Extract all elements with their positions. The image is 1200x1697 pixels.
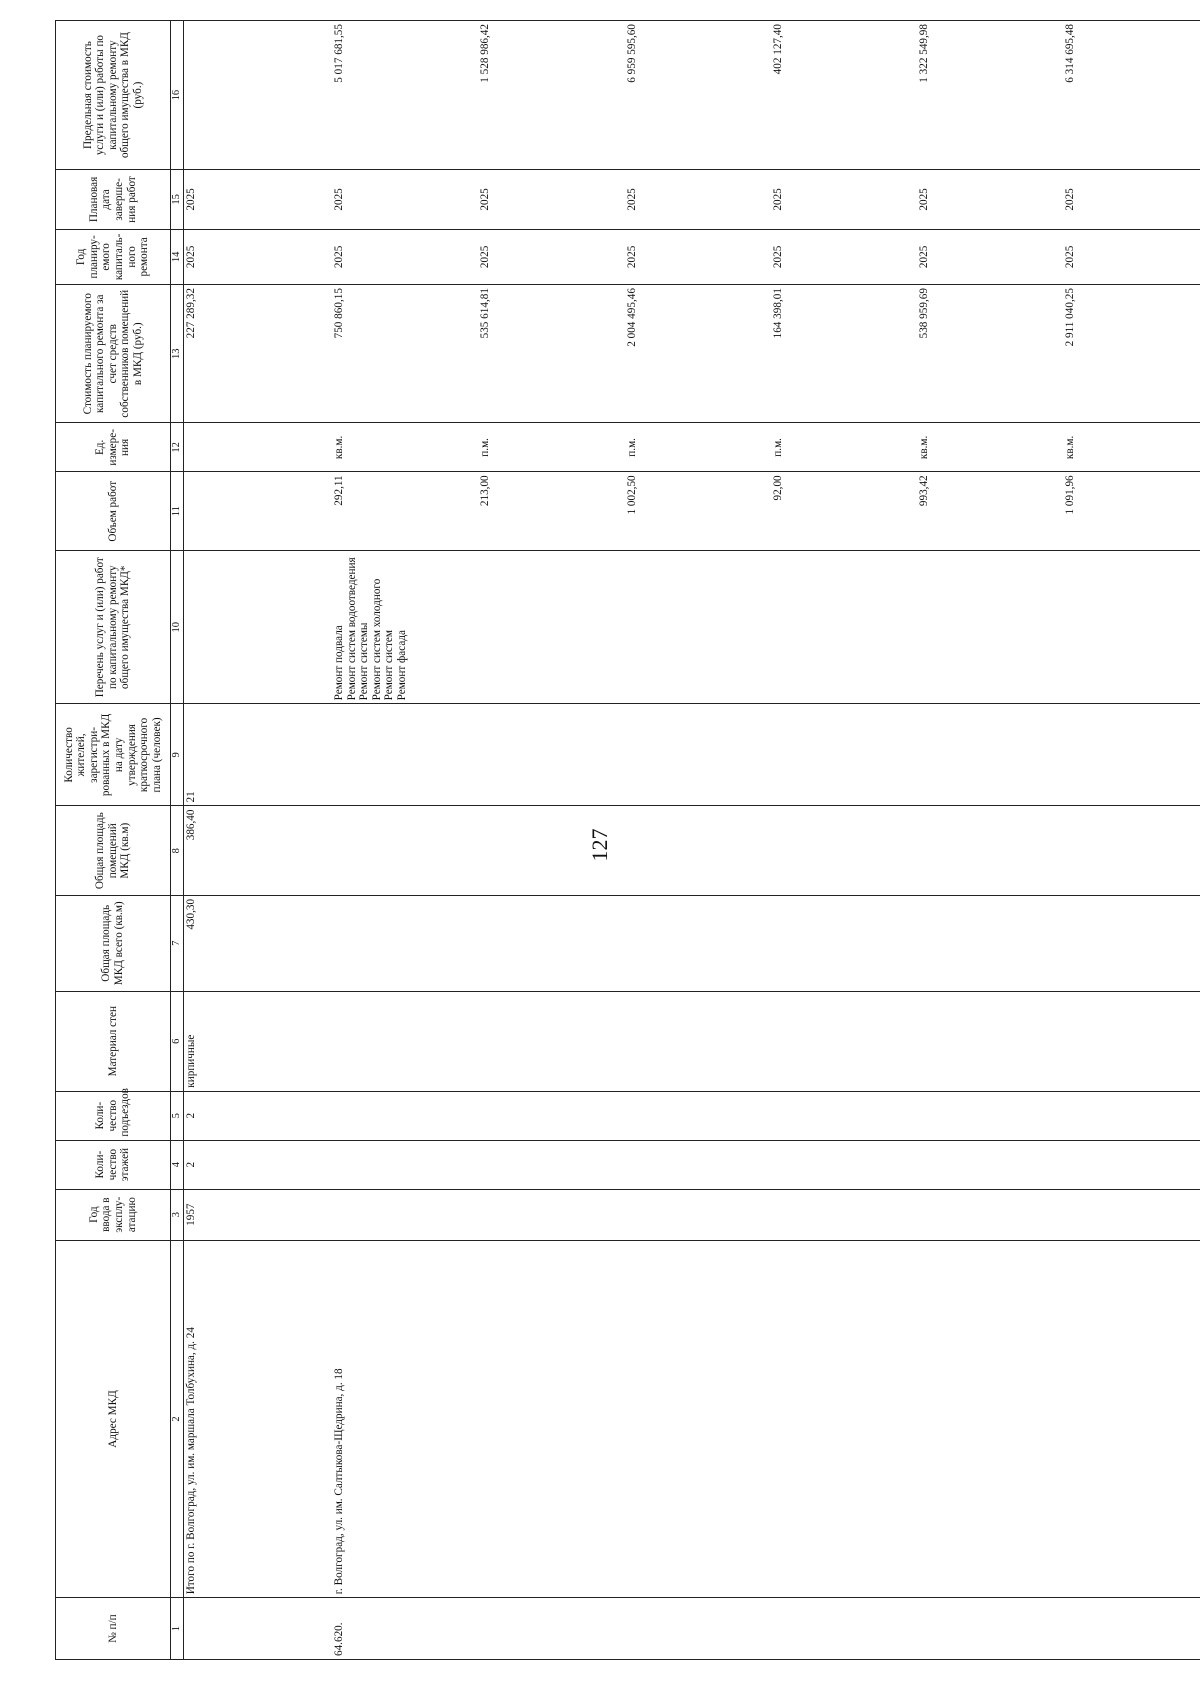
planned-cost: 538 959,69: [918, 288, 930, 339]
work-item: Ремонт систем: [383, 630, 396, 701]
year-built: 1957: [183, 1189, 332, 1240]
work-volume: 92,00: [771, 475, 784, 501]
planned-cost-cell: [332, 285, 1200, 423]
finish-year: 2025: [184, 188, 197, 211]
unit-cell: [183, 423, 332, 472]
premises-area: [332, 806, 1200, 895]
entrances-count: 2: [183, 1091, 332, 1140]
unit: кв.м.: [1064, 435, 1077, 460]
plan-year-cell: [332, 229, 1200, 284]
residents-count: [332, 704, 1200, 806]
column-number: 1: [171, 1598, 184, 1660]
column-header: Год планиру-емого капиталь-ного ремонта: [56, 229, 171, 284]
wall-material: кирпичные: [183, 991, 332, 1091]
work-volume: 292,11: [333, 475, 345, 506]
work-item: Ремонт подвала: [333, 625, 345, 701]
table-header: [56, 21, 184, 1660]
work-item: Ремонт системы: [358, 622, 371, 701]
column-number: 15: [171, 170, 184, 230]
column-number: 5: [171, 1091, 184, 1140]
unit: п.м.: [625, 438, 638, 457]
column-number: 13: [171, 285, 184, 423]
column-header: Количество жителей, зарегистри-рованных в МКД на дату утверждения краткосрочного плана (человек): [56, 704, 171, 806]
planned-cost-cell: [183, 285, 332, 423]
planned-cost: 535 614,81: [479, 288, 492, 339]
work-item: [185, 554, 198, 700]
total-area: [332, 895, 1200, 991]
floors-count: 2: [183, 1140, 332, 1189]
work-item: Ремонт фасада: [395, 630, 408, 701]
row-number: [183, 1598, 332, 1660]
unit-cell: [332, 423, 1200, 472]
plan-year: 2025: [1064, 245, 1077, 269]
unit: п.м.: [479, 438, 492, 457]
finish-year: 2025: [333, 188, 345, 211]
column-number: 8: [171, 806, 184, 895]
work-volume: 213,00: [479, 475, 492, 507]
address-cell: Итого по г. Волгоград, ул. им. маршала Толбухина, д. 24: [183, 1240, 332, 1598]
wall-material: [332, 991, 1200, 1091]
work-volume: 1 002,50: [625, 475, 638, 515]
plan-year: 2025: [333, 245, 345, 269]
max-cost: 5 017 681,55: [333, 24, 345, 83]
row-number: 64.620.: [332, 1598, 1200, 1660]
max-cost: 6 314 695,48: [1064, 24, 1077, 83]
work-volume: 993,42: [918, 475, 930, 507]
max-cost-cell: [183, 21, 332, 170]
column-header: Ед. измере-ния: [56, 423, 171, 472]
column-header: Адрес МКД: [56, 1240, 171, 1598]
column-header: Перечень услуг и (или) работ по капитальному ремонту общего имущества МКД*: [56, 551, 171, 704]
plan-year-cell: [183, 229, 332, 284]
rotated-page-content: [55, 20, 1145, 1660]
planned-cost: 227 289,32: [184, 288, 197, 339]
plan-year: 2025: [184, 245, 197, 269]
address-cell: г. Волгоград, ул. им. Салтыкова-Щедрина, д. 18: [332, 1240, 1200, 1598]
column-number: 9: [171, 704, 184, 806]
column-number: 12: [171, 423, 184, 472]
page-number: 127: [587, 828, 612, 862]
finish-year: 2025: [771, 188, 784, 211]
column-header: Общая площадь МКД всего (кв.м): [56, 895, 171, 991]
max-cost: 1 528 986,42: [479, 24, 492, 83]
plan-year: 2025: [479, 245, 492, 269]
unit: п.м.: [771, 438, 784, 457]
column-number-row: [171, 21, 184, 1660]
finish-year: 2025: [918, 188, 930, 211]
work-volume: [185, 475, 331, 547]
work-item-cell: [183, 551, 332, 704]
max-cost-cell: [332, 21, 1200, 170]
column-header: Коли-чество подъездов: [56, 1091, 171, 1140]
column-header: Предельная стоимость услуги и (или) работы по капитальному ремонту общего имущества в МКД (руб.): [56, 21, 171, 170]
max-cost: [185, 24, 331, 166]
column-number: 6: [171, 991, 184, 1091]
finish-year-cell: [183, 170, 332, 230]
finish-year: 2025: [479, 188, 492, 211]
column-number: 16: [171, 21, 184, 170]
table-body: [183, 21, 1200, 1660]
plan-year: 2025: [771, 245, 784, 269]
finish-year: 2025: [1064, 188, 1077, 211]
planned-cost: 164 398,01: [771, 288, 784, 339]
residents-count: 21: [183, 704, 332, 806]
column-number: 7: [171, 895, 184, 991]
column-header: Стоимость планируемого капитального ремонта за счет средств собственников помещений в МКД (руб.): [56, 285, 171, 423]
plan-year: 2025: [625, 245, 638, 269]
column-header: Плановая дата заверше-ния работ: [56, 170, 171, 230]
column-header: Материал стен: [56, 991, 171, 1091]
table-row: [183, 21, 332, 1660]
work-item: Ремонт систем водоотведения: [345, 557, 358, 701]
column-number: 11: [171, 472, 184, 551]
year-built: [332, 1189, 1200, 1240]
work-volume-cell: [332, 472, 1200, 551]
work-item-cell: [332, 551, 1200, 704]
finish-year-cell: [332, 170, 1200, 230]
premises-area: 386,40: [183, 806, 332, 895]
max-cost: 1 322 549,98: [918, 24, 930, 83]
entrances-count: [332, 1091, 1200, 1140]
max-cost: 6 959 595,60: [625, 24, 638, 83]
column-header: Коли-чество этажей: [56, 1140, 171, 1189]
column-number: 14: [171, 229, 184, 284]
work-volume: 1 091,96: [1064, 475, 1077, 515]
work-item: Ремонт систем холодного: [370, 578, 383, 701]
header-row: [56, 21, 171, 1660]
unit: [185, 426, 331, 468]
floors-count: [332, 1140, 1200, 1189]
total-area: 430,30: [183, 895, 332, 991]
column-number: 10: [171, 551, 184, 704]
planned-cost: 2 911 040,25: [1064, 288, 1077, 347]
work-volume-cell: [183, 472, 332, 551]
finish-year: 2025: [625, 188, 638, 211]
column-number: 2: [171, 1240, 184, 1598]
max-cost: 402 127,40: [771, 24, 784, 75]
planned-cost: 2 004 495,46: [625, 288, 638, 347]
column-number: 3: [171, 1189, 184, 1240]
unit: кв.м.: [918, 435, 930, 460]
column-header: № п/п: [56, 1598, 171, 1660]
unit: кв.м.: [333, 435, 345, 460]
capital-repair-table: [55, 20, 1200, 1660]
plan-year: 2025: [918, 245, 930, 269]
table-row: [332, 21, 1200, 1660]
column-header: Общая площадь помещений МКД (кв.м): [56, 806, 171, 895]
column-header: Объем работ: [56, 472, 171, 551]
planned-cost: 750 860,15: [333, 288, 345, 339]
column-header: Год ввода в эксплу-атацию: [56, 1189, 171, 1240]
column-number: 4: [171, 1140, 184, 1189]
